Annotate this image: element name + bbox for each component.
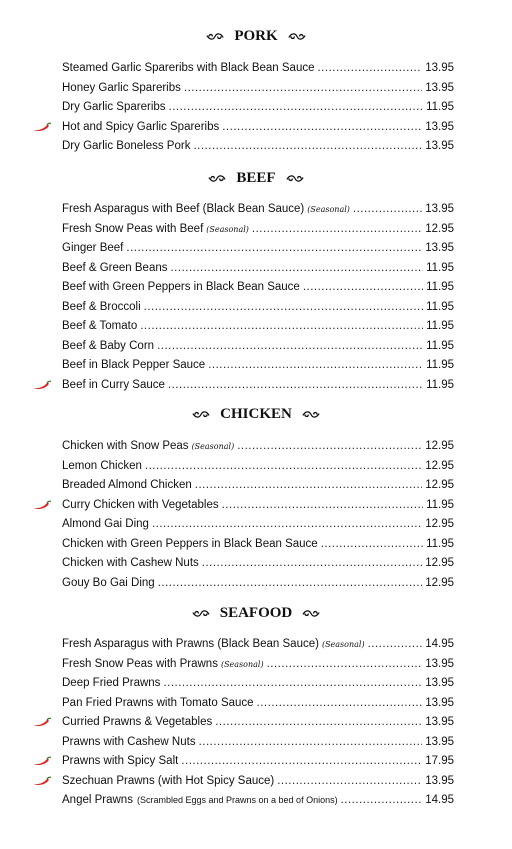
menu-item bbox=[62, 555, 454, 571]
menu-item-name: Prawns with Spicy Salt bbox=[62, 755, 179, 767]
dot-leader bbox=[215, 714, 422, 730]
scroll-ornament-icon bbox=[302, 609, 320, 618]
menu-item-name: Hot and Spicy Garlic Spareribs bbox=[62, 120, 220, 133]
dot-leader bbox=[277, 773, 422, 789]
menu-item-price: 11.95 bbox=[426, 498, 454, 511]
dot-leader bbox=[181, 753, 422, 769]
menu-item-price: 11.95 bbox=[426, 261, 454, 274]
menu-item-name: Deep Fried Prawns bbox=[62, 677, 161, 689]
dot-leader bbox=[184, 80, 422, 96]
menu-item-name: Ginger Beef bbox=[62, 242, 124, 254]
menu-item-name: Chicken with Snow Peas bbox=[62, 440, 189, 452]
menu-item-name: Chicken with Cashew Nuts bbox=[62, 557, 199, 569]
dot-leader bbox=[163, 675, 422, 691]
menu-item bbox=[62, 792, 454, 808]
menu-item-name: Angel Prawns bbox=[62, 794, 133, 806]
section-title-pork bbox=[0, 28, 512, 45]
dot-leader bbox=[222, 497, 423, 513]
menu-item bbox=[62, 656, 454, 672]
dot-leader bbox=[368, 636, 423, 652]
menu-item bbox=[62, 201, 454, 217]
menu-item bbox=[62, 119, 454, 135]
menu-item-price: 11.95 bbox=[426, 281, 454, 293]
menu-item bbox=[62, 695, 454, 711]
dot-leader bbox=[341, 792, 423, 808]
dot-leader bbox=[321, 536, 423, 552]
menu-item bbox=[62, 636, 454, 652]
menu-item bbox=[62, 575, 454, 591]
menu-item-price: 13.95 bbox=[425, 774, 454, 787]
dot-leader bbox=[193, 138, 422, 154]
menu-item bbox=[62, 753, 454, 769]
menu-item-price: 11.95 bbox=[426, 537, 454, 550]
dot-leader bbox=[257, 695, 423, 711]
menu-item bbox=[62, 240, 454, 256]
menu-item bbox=[62, 438, 454, 454]
menu-item-name: Honey Garlic Spareribs bbox=[62, 81, 181, 94]
section-title-label: SEAFOOD bbox=[219, 605, 293, 621]
menu-item-name: Curry Chicken with Vegetables bbox=[62, 498, 219, 511]
menu-item-name: Beef & Broccoli bbox=[62, 300, 141, 313]
menu-item-price: 12.95 bbox=[425, 518, 454, 530]
scroll-ornament-icon bbox=[286, 174, 304, 183]
dot-leader bbox=[157, 338, 423, 354]
menu-item-name: Gouy Bo Gai Ding bbox=[62, 576, 155, 589]
menu-item bbox=[62, 377, 454, 393]
menu-item-name: Dry Garlic Spareribs bbox=[62, 101, 166, 113]
menu-item-price: 13.95 bbox=[425, 120, 454, 133]
menu-item-seasonal-note: (Seasonal) bbox=[220, 659, 264, 669]
chili-pepper-icon bbox=[32, 122, 52, 132]
menu-item-seasonal-note: (Seasonal) bbox=[307, 205, 350, 214]
menu-item-name: Chicken with Green Peppers in Black Bean Sauce bbox=[62, 537, 318, 550]
menu-item-name: Prawns with Cashew Nuts bbox=[62, 735, 196, 748]
menu-item bbox=[62, 279, 454, 295]
dot-leader bbox=[237, 438, 422, 454]
menu-item-name: Almond Gai Ding bbox=[62, 518, 149, 530]
menu-item-name: Beef in Curry Sauce bbox=[62, 378, 165, 391]
menu-item-price: 14.95 bbox=[425, 638, 454, 650]
menu-item-price: 11.95 bbox=[426, 320, 454, 332]
dot-leader bbox=[158, 575, 423, 591]
dot-leader bbox=[353, 201, 422, 217]
section-title-label: PORK bbox=[234, 28, 278, 44]
menu-item-seasonal-note: (Seasonal) bbox=[191, 442, 235, 451]
menu-item-name: Beef with Green Peppers in Black Bean Sauce bbox=[62, 281, 300, 293]
scroll-ornament-icon bbox=[302, 410, 320, 419]
section-title-label: BEEF bbox=[236, 170, 276, 186]
chili-pepper-icon bbox=[32, 776, 52, 786]
menu-item-price: 13.95 bbox=[425, 140, 454, 152]
dot-leader bbox=[199, 734, 423, 750]
menu-item-name: Breaded Almond Chicken bbox=[62, 479, 192, 491]
menu-item bbox=[62, 458, 454, 474]
menu-item-name: Curried Prawns & Vegetables bbox=[62, 716, 213, 728]
menu-item bbox=[62, 80, 454, 96]
menu-item-price: 11.95 bbox=[426, 339, 454, 352]
scroll-ornament-icon bbox=[192, 410, 210, 419]
dot-leader bbox=[126, 240, 422, 256]
section-title-label: CHICKEN bbox=[220, 406, 292, 422]
menu-item bbox=[62, 497, 454, 513]
dot-leader bbox=[152, 516, 422, 532]
menu-item bbox=[62, 221, 454, 237]
section-title-seafood bbox=[0, 605, 512, 622]
menu-item-price: 13.95 bbox=[425, 203, 454, 215]
menu-item bbox=[62, 675, 454, 691]
menu-item-name: Fresh Snow Peas with Beef bbox=[62, 222, 204, 235]
dot-leader bbox=[140, 318, 423, 334]
dot-leader bbox=[144, 299, 423, 315]
menu-item bbox=[62, 516, 454, 532]
scroll-ornament-icon bbox=[288, 32, 306, 41]
dot-leader bbox=[202, 555, 422, 571]
menu-item-price: 13.95 bbox=[425, 657, 454, 670]
dot-leader bbox=[317, 60, 422, 76]
menu-item-name: Szechuan Prawns (with Hot Spicy Sauce) bbox=[62, 774, 275, 787]
menu-item bbox=[62, 357, 454, 373]
menu-item-name: Lemon Chicken bbox=[62, 459, 142, 472]
dot-leader bbox=[169, 99, 424, 115]
dot-leader bbox=[168, 377, 423, 393]
scroll-ornament-icon bbox=[206, 32, 224, 41]
menu-item-seasonal-note: (Seasonal) bbox=[206, 224, 249, 234]
dot-leader bbox=[222, 119, 422, 135]
menu-item-name: Fresh Asparagus with Beef (Black Bean Sauce) bbox=[62, 203, 305, 215]
menu-item-price: 12.95 bbox=[425, 459, 454, 472]
menu-item bbox=[62, 99, 454, 115]
chili-pepper-icon bbox=[32, 756, 52, 766]
menu-item-detail: (Scrambled Eggs and Prawns on a bed of Onions) bbox=[136, 795, 338, 805]
menu-item bbox=[62, 477, 454, 493]
menu-item-price: 13.95 bbox=[425, 716, 454, 728]
dot-leader bbox=[170, 260, 423, 276]
menu-item bbox=[62, 773, 454, 789]
menu-item-price: 12.95 bbox=[425, 557, 454, 569]
dot-leader bbox=[267, 656, 423, 672]
menu-item-price: 13.95 bbox=[425, 242, 454, 254]
menu-item-price: 11.95 bbox=[426, 101, 454, 113]
menu-item-name: Fresh Snow Peas with Prawns bbox=[62, 657, 218, 670]
menu-item bbox=[62, 60, 454, 76]
dot-leader bbox=[208, 357, 423, 373]
menu-item bbox=[62, 714, 454, 730]
section-title-beef bbox=[0, 170, 512, 187]
menu-item-price: 12.95 bbox=[425, 576, 454, 589]
menu-item-price: 14.95 bbox=[425, 794, 454, 806]
menu-item-price: 13.95 bbox=[425, 677, 454, 689]
menu-item bbox=[62, 299, 454, 315]
menu-item-seasonal-note: (Seasonal) bbox=[321, 640, 365, 649]
scroll-ornament-icon bbox=[208, 174, 226, 183]
menu-item-name: Steamed Garlic Spareribs with Black Bean Sauce bbox=[62, 62, 315, 74]
dot-leader bbox=[195, 477, 422, 493]
chili-pepper-icon bbox=[32, 717, 52, 727]
menu-item bbox=[62, 138, 454, 154]
menu-item-price: 13.95 bbox=[425, 62, 454, 74]
menu-item-price: 13.95 bbox=[425, 735, 454, 748]
section-title-chicken bbox=[0, 406, 512, 423]
menu-item-price: 12.95 bbox=[425, 479, 454, 491]
menu-item-price: 13.95 bbox=[425, 696, 454, 709]
dot-leader bbox=[303, 279, 423, 295]
menu-item-price: 17.95 bbox=[425, 755, 454, 767]
chili-pepper-icon bbox=[32, 380, 52, 390]
menu-item-price: 11.95 bbox=[426, 359, 454, 371]
chili-pepper-icon bbox=[32, 500, 52, 510]
dot-leader bbox=[145, 458, 422, 474]
menu-item-name: Beef in Black Pepper Sauce bbox=[62, 359, 206, 371]
menu-item bbox=[62, 338, 454, 354]
menu-item-name: Beef & Tomato bbox=[62, 320, 138, 332]
menu-item-name: Dry Garlic Boneless Pork bbox=[62, 140, 191, 152]
menu-item-price: 11.95 bbox=[426, 300, 454, 313]
menu-item-price: 13.95 bbox=[425, 81, 454, 94]
menu-item bbox=[62, 536, 454, 552]
menu-item bbox=[62, 260, 454, 276]
dot-leader bbox=[252, 221, 422, 237]
menu-item-price: 11.95 bbox=[426, 378, 454, 391]
menu-item-name: Pan Fried Prawns with Tomato Sauce bbox=[62, 696, 254, 709]
menu-item-name: Fresh Asparagus with Prawns (Black Bean Sauce) bbox=[62, 638, 319, 650]
menu-item bbox=[62, 318, 454, 334]
menu-item bbox=[62, 734, 454, 750]
menu-item-name: Beef & Baby Corn bbox=[62, 339, 155, 352]
menu-item-price: 12.95 bbox=[425, 440, 454, 452]
scroll-ornament-icon bbox=[192, 609, 210, 618]
menu-item-name: Beef & Green Beans bbox=[62, 261, 168, 274]
menu-item-price: 12.95 bbox=[425, 222, 454, 235]
